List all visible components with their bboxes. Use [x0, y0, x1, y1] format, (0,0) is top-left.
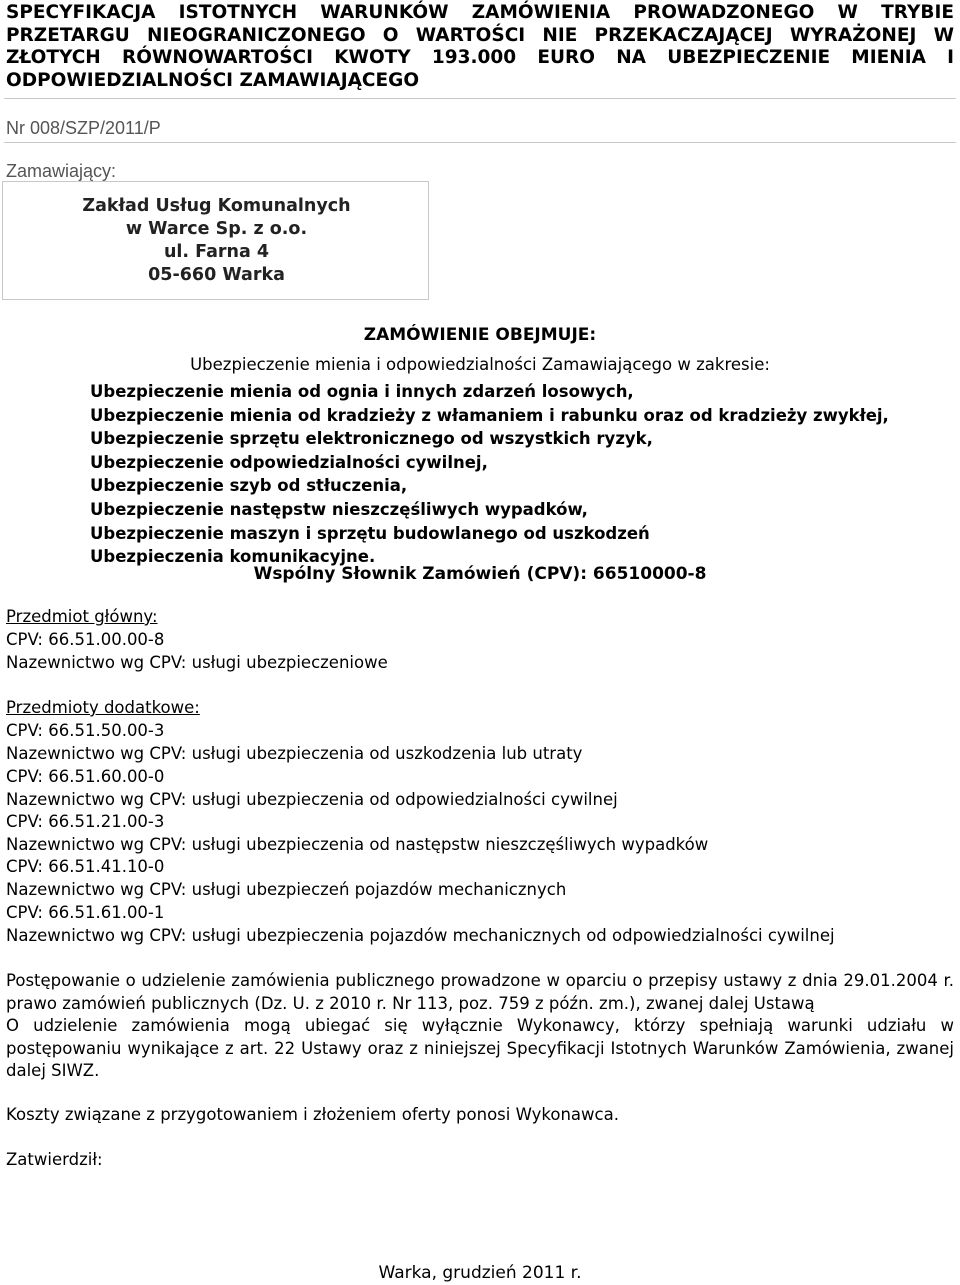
participation-line: dalej SIWZ.	[6, 1061, 100, 1080]
additional-subject-name: Nazewnictwo wg CPV: usługi ubezpieczenia od następstw nieszczęśliwych wypadków	[6, 835, 709, 854]
order-number: Nr 008/SZP/2011/P	[6, 118, 161, 138]
orderer-address-box	[2, 181, 429, 300]
legal-basis-line: Postępowanie o udzielenie zamówienia publicznego prowadzone w oparciu o przepisy ustawy z dnia 29.01.2004 r.	[6, 971, 954, 990]
additional-subject-cpv: CPV: 66.51.21.00-3	[6, 812, 165, 831]
cpv-common-code: Wspólny Słownik Zamówień (CPV): 66510000-8	[253, 564, 707, 584]
additional-subject-name: Nazewnictwo wg CPV: usługi ubezpieczeń pojazdów mechanicznych	[6, 880, 567, 899]
place-and-date: Warka, grudzień 2011 r.	[378, 1263, 582, 1283]
main-subject-label: Przedmiot główny:	[6, 607, 158, 626]
participation-line: postępowaniu wynikające z art. 22 Ustawy oraz z niniejszej Specyfikacji Istotnych Warunków Zamówienia, zwanej	[6, 1038, 954, 1058]
additional-subject-cpv: CPV: 66.51.41.10-0	[6, 857, 165, 876]
additional-subject-cpv: CPV: 66.51.61.00-1	[6, 903, 165, 922]
participation-line: O udzielenie zamówienia mogą ubiegać się wyłącznie Wykonawcy, którzy spełniają warunki udziału w	[6, 1016, 954, 1035]
additional-subject-name: Nazewnictwo wg CPV: usługi ubezpieczenia pojazdów mechanicznych od odpowiedzialności cywilnej	[6, 926, 835, 945]
scope-item: Ubezpieczenie szyb od stłuczenia,	[90, 476, 408, 496]
scope-heading: ZAMÓWIENIE OBEJMUJE:	[363, 325, 597, 345]
scope-list	[90, 380, 889, 569]
orderer-postal-city: 05-660 Warka	[148, 265, 285, 285]
additional-subject-cpv: CPV: 66.51.50.00-3	[6, 721, 165, 740]
costs-note: Koszty związane z przygotowaniem i złożeniem oferty ponosi Wykonawca.	[6, 1105, 619, 1124]
scope-intro: Ubezpieczenie mienia i odpowiedzialności Zamawiającego w zakresie:	[190, 355, 770, 374]
orderer-name-line-2: w Warce Sp. z o.o.	[125, 219, 308, 239]
orderer-street: ul. Farna 4	[163, 242, 270, 262]
scope-item: Ubezpieczenie odpowiedzialności cywilnej,	[90, 452, 488, 472]
document-title: SPECYFIKACJA ISTOTNYCH WARUNKÓW ZAMÓWIENIA PROWADZONEGO W TRYBIE PRZETARGU NIEOGRANICZONEGO O WARTOŚCI NIE PRZEKACZAJĄCEJ WYRAŻONEJ W ZŁOTYCH RÓWNOWARTOŚCI KWOTY 193.000 EURO NA UBEZPIECZENIE MIENIA I ODPOWIEDZIALNOŚCI ZAMAWIAJĄCEGO	[6, 2, 954, 91]
legal-basis-line: prawo zamówień publicznych (Dz. U. z 2010 r. Nr 113, poz. 759 z późn. zm.), zwanej dalej Ustawą	[6, 993, 815, 1013]
additional-subject-cpv: CPV: 66.51.60.00-0	[6, 767, 165, 786]
legal-basis-paragraph	[6, 970, 954, 1083]
title-divider	[4, 98, 956, 99]
scope-item: Ubezpieczenie mienia od ognia i innych zdarzeń losowych,	[90, 382, 634, 401]
scope-item: Ubezpieczenie następstw nieszczęśliwych wypadków,	[90, 499, 588, 519]
order-number-divider	[4, 142, 956, 143]
scope-item: Ubezpieczenie maszyn i sprzętu budowlanego od uszkodzeń	[90, 523, 650, 543]
orderer-name: Zakład Usług Komunalnych	[82, 196, 351, 216]
orderer-label: Zamawiający:	[6, 161, 117, 181]
scope-item: Ubezpieczenie mienia od kradzieży z włamaniem i rabunku oraz od kradzieży zwykłej,	[90, 405, 889, 425]
main-subject-cpv: CPV: 66.51.00.00-8	[6, 630, 165, 649]
additional-subjects-label: Przedmioty dodatkowe:	[6, 698, 200, 717]
scope-item: Ubezpieczenia komunikacyjne.	[90, 547, 376, 567]
scope-item: Ubezpieczenie sprzętu elektronicznego od wszystkich ryzyk,	[90, 429, 653, 449]
main-subject-name: Nazewnictwo wg CPV: usługi ubezpieczeniowe	[6, 653, 388, 672]
additional-subject-name: Nazewnictwo wg CPV: usługi ubezpieczenia od uszkodzenia lub utraty	[6, 744, 583, 763]
additional-subject-name: Nazewnictwo wg CPV: usługi ubezpieczenia od odpowiedzialności cywilnej	[6, 790, 618, 809]
approved-by-label: Zatwierdził:	[6, 1150, 103, 1169]
